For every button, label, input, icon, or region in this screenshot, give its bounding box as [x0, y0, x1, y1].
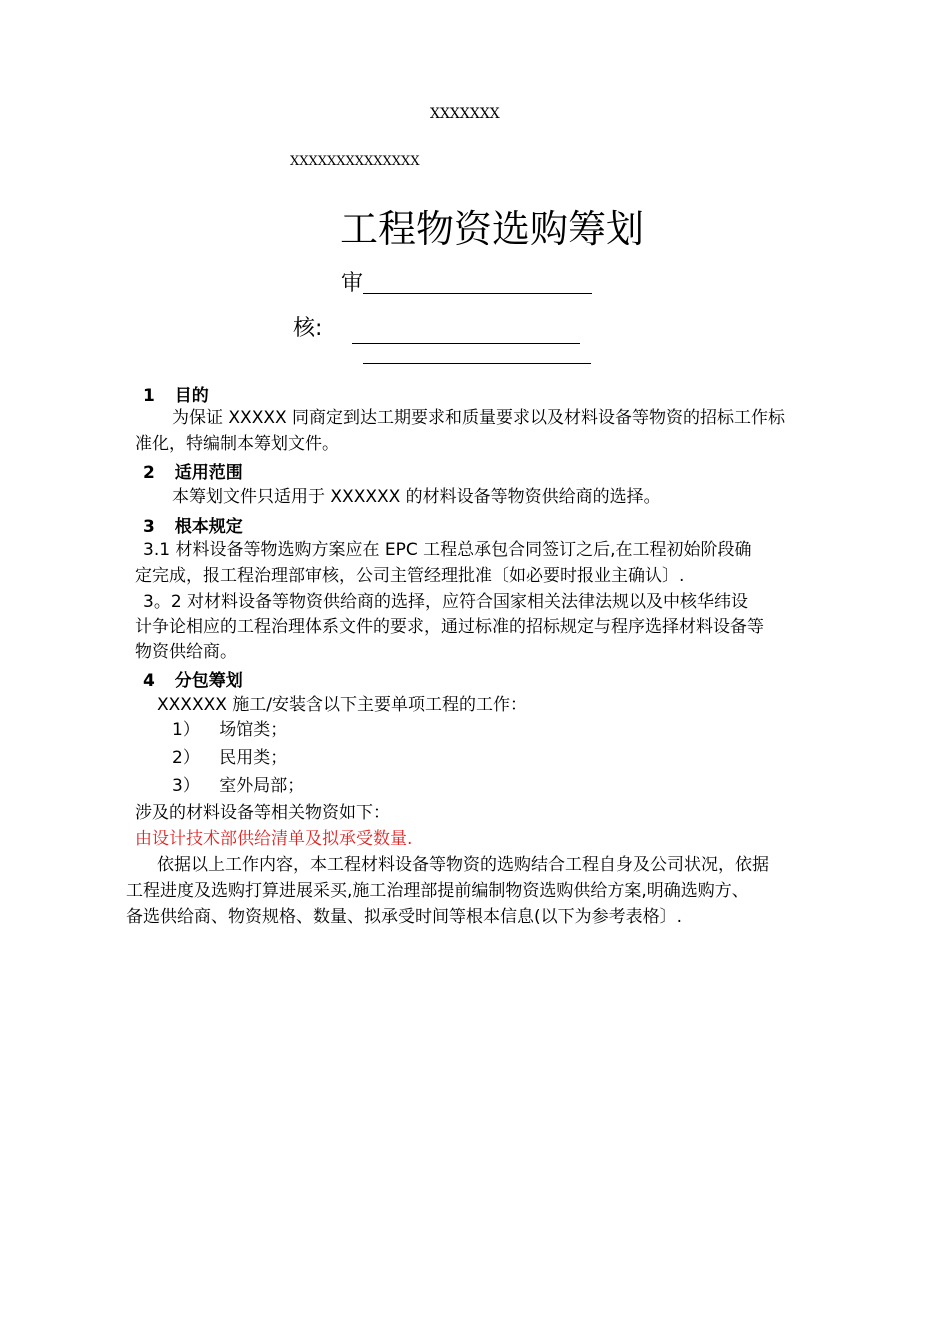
signature-line-1 — [363, 293, 592, 294]
review-label-bottom: 核: — [293, 316, 323, 341]
section-4-title: 分包筹划 — [174, 671, 243, 691]
page-title: 工程物资选购筹划 — [340, 207, 645, 251]
section-1-para-line-1: 为保证 XXXXX 同商定到达工期要求和质量要求以及材料设备等物资的招标工作标 — [172, 408, 786, 428]
list-item-text: 场馆类； — [219, 720, 288, 740]
section-4-intro: XXXXXX 施工/安装含以下主要单项工程的工作： — [157, 695, 528, 715]
section-2-title: 适用范围 — [174, 463, 243, 483]
section-3-heading — [143, 512, 243, 537]
section-4-number: 4 — [143, 671, 155, 691]
list-item-number: 3） — [172, 776, 200, 796]
section-3-2-line-1: 3。2 对材料设备等物资供给商的选择，应符合国家相关法律法规以及中核华纬设 — [143, 592, 749, 612]
list-item — [172, 718, 287, 742]
section-3-title: 根本规定 — [174, 517, 243, 537]
section-4-heading — [143, 666, 243, 691]
list-item-text: 室外局部； — [219, 776, 305, 796]
section-1-heading — [143, 381, 209, 406]
final-para-line-2: 工程进度及选购打算进展采买,施工治理部提前编制物资选购供给方案,明确选购方、 — [126, 881, 749, 901]
materials-intro: 涉及的材料设备等相关物资如下： — [135, 803, 390, 823]
section-2-number: 2 — [143, 463, 155, 483]
list-item-number: 1） — [172, 720, 200, 740]
section-1-para-line-2: 准化，特编制本筹划文件。 — [135, 434, 339, 454]
section-3-2-line-2: 计争论相应的工程治理体系文件的要求，通过标准的招标规定与程序选择材料设备等 — [135, 617, 764, 637]
list-item — [172, 774, 304, 798]
final-para-line-1: 依据以上工作内容，本工程材料设备等物资的选购结合工程自身及公司状况，依据 — [157, 855, 769, 875]
section-3-2-line-3: 物资供给商。 — [135, 642, 237, 662]
list-item — [172, 746, 287, 770]
header-code: XXXXXXX — [430, 106, 500, 122]
list-item-text: 民用类； — [219, 748, 288, 768]
section-1-title: 目的 — [174, 386, 209, 406]
section-1-number: 1 — [143, 386, 155, 406]
signature-line-2 — [352, 343, 580, 344]
section-3-1-line-1: 3.1 材料设备等物选购方案应在 EPC 工程总承包合同签订之后,在工程初始阶段确 — [143, 540, 752, 560]
section-2-heading — [143, 458, 243, 483]
signature-line-3 — [363, 363, 591, 364]
header-subcode: XXXXXXXXXXXXXX — [290, 154, 420, 169]
section-3-number: 3 — [143, 517, 155, 537]
review-label-top: 审 — [341, 271, 364, 296]
section-3-1-line-2: 定完成，报工程治理部审核，公司主管经理批准〔如必要时报业主确认〕. — [135, 566, 685, 586]
final-para-line-3: 备选供给商、物资规格、数量、拟承受时间等根本信息(以下为参考表格〕. — [126, 907, 683, 927]
red-note: 由设计技术部供给清单及拟承受数量. — [135, 829, 413, 849]
section-2-para: 本筹划文件只适用于 XXXXXX 的材料设备等物资供给商的选择。 — [172, 487, 661, 507]
list-item-number: 2） — [172, 748, 200, 768]
